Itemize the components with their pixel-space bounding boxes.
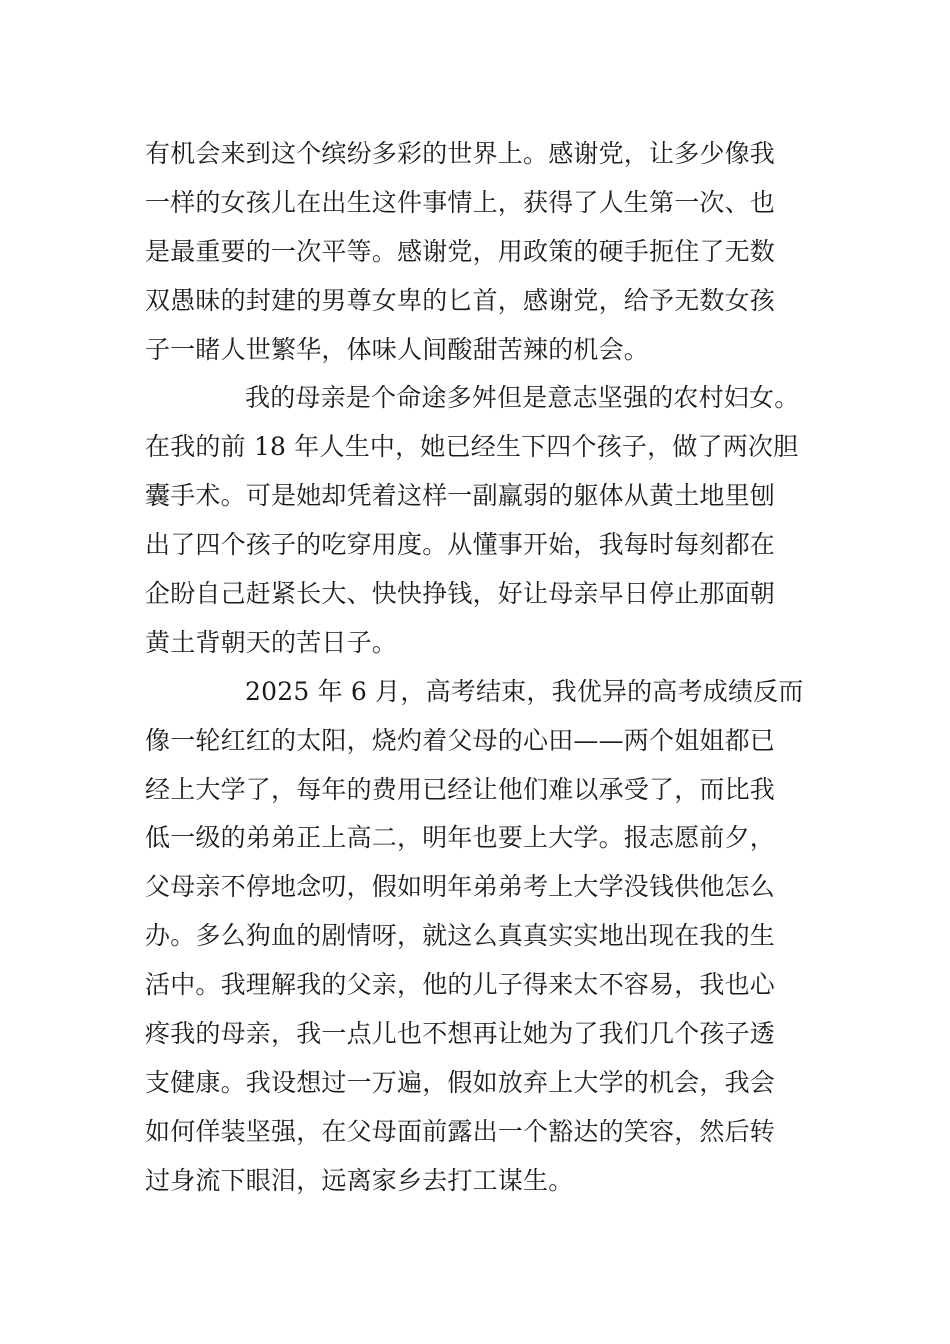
text-line: 在我的前 18 年人生中，她已经生下四个孩子，做了两次胆 — [145, 432, 799, 462]
text-line: 黄土背朝天的苦日子。 — [145, 627, 398, 657]
text-line: 过身流下眼泪，远离家乡去打工谋生。 — [145, 1165, 574, 1195]
text-line: 活中。我理解我的父亲，他的儿子得来太不容易，我也心 — [145, 970, 776, 1000]
text-line: 企盼自己赶紧长大、快快挣钱，好让母亲早日停止那面朝 — [145, 579, 776, 609]
body-text — [145, 130, 825, 1206]
text-line: 父母亲不停地念叨，假如明年弟弟考上大学没钱供他怎么 — [145, 872, 776, 902]
text-line: 一样的女孩儿在出生这件事情上，获得了人生第一次、也 — [145, 187, 776, 217]
text-line: 经上大学了，每年的费用已经让他们难以承受了，而比我 — [145, 774, 776, 804]
text-line: 办。多么狗血的剧情呀，就这么真真实实地出现在我的生 — [145, 921, 776, 951]
text-line: 囊手术。可是她却凭着这样一副羸弱的躯体从黄土地里刨 — [145, 481, 776, 511]
text-line: 支健康。我设想过一万遍，假如放弃上大学的机会，我会 — [145, 1067, 776, 1097]
paragraph-start-line: 2025 年 6 月，高考结束，我优异的高考成绩反而 — [245, 676, 804, 706]
text-line: 疼我的母亲，我一点儿也不想再让她为了我们几个孩子透 — [145, 1019, 776, 1049]
paragraph-start-line: 我的母亲是个命途多舛但是意志坚强的农村妇女。 — [245, 383, 800, 413]
text-line: 是最重要的一次平等。感谢党，用政策的硬手扼住了无数 — [145, 236, 776, 266]
text-line: 低一级的弟弟正上高二，明年也要上大学。报志愿前夕， — [145, 823, 776, 853]
text-line: 有机会来到这个缤纷多彩的世界上。感谢党，让多少像我 — [145, 139, 776, 168]
text-line: 双愚昧的封建的男尊女卑的匕首，感谢党，给予无数女孩 — [145, 285, 776, 315]
text-line: 子一睹人世繁华，体味人间酸甜苦辣的机会。 — [145, 334, 650, 364]
text-line: 出了四个孩子的吃穿用度。从懂事开始，我每时每刻都在 — [145, 530, 776, 560]
text-line: 如何佯装坚强，在父母面前露出一个豁达的笑容，然后转 — [145, 1116, 776, 1146]
text-line: 像一轮红红的太阳，烧灼着父母的心田——两个姐姐都已 — [145, 725, 776, 755]
